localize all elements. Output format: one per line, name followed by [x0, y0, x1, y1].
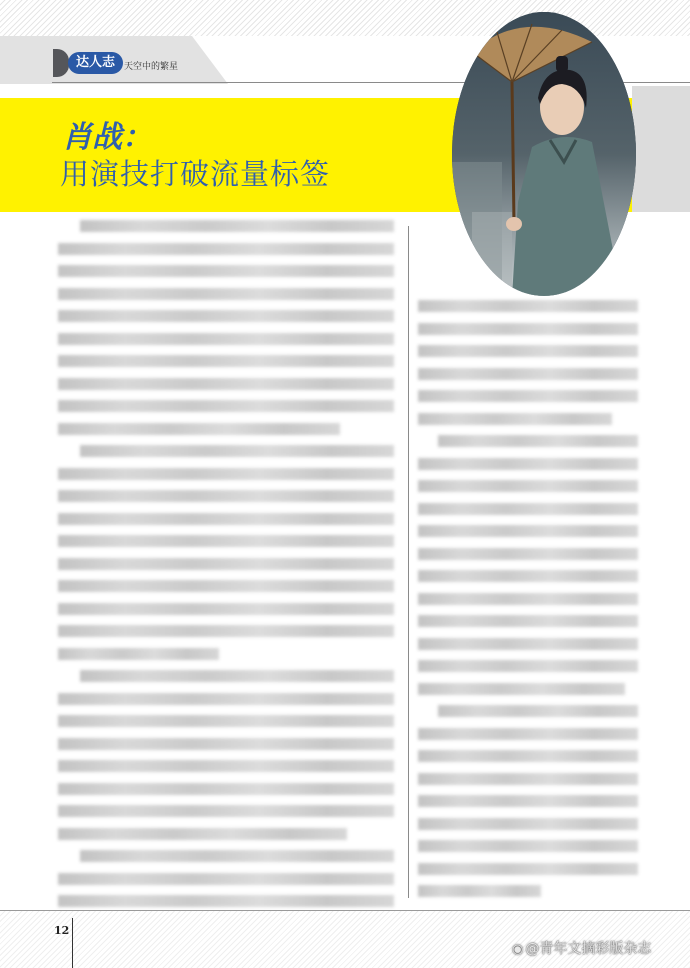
paragraph [58, 445, 394, 660]
article-title: 用演技打破流量标签 [60, 157, 331, 191]
paragraph [58, 670, 394, 840]
weibo-icon: ◉ [512, 942, 524, 957]
article-body-right-column [418, 300, 638, 908]
paragraph [418, 435, 638, 695]
paragraph [58, 850, 394, 907]
paragraph [418, 300, 638, 425]
column-divider [408, 226, 409, 898]
article-title-name: 肖战： [62, 120, 152, 155]
page-number: 12 [54, 924, 70, 937]
watermark-text: @青年文摘彩版杂志 [525, 941, 652, 957]
paragraph [58, 220, 394, 435]
watermark [512, 938, 651, 958]
paragraph [418, 705, 638, 897]
article-body-left-column [58, 220, 394, 918]
portrait-photo [452, 12, 636, 296]
side-gray-band [632, 86, 690, 212]
page-number-divider [72, 918, 73, 968]
section-label: 达人志 [68, 52, 123, 74]
section-subtitle: 天空中的繁星 [124, 62, 179, 72]
